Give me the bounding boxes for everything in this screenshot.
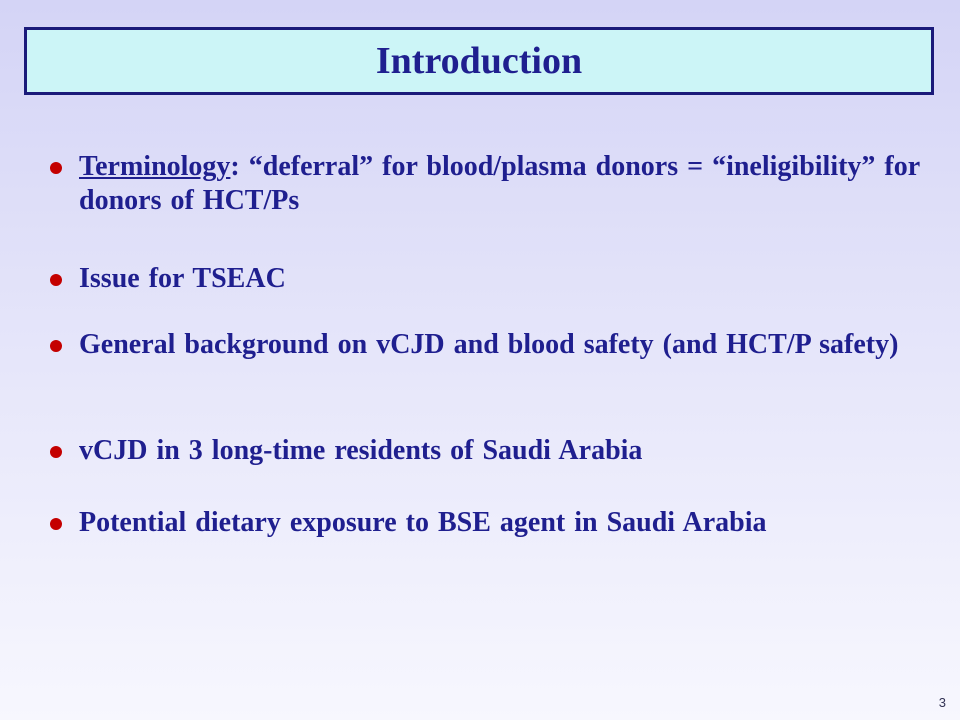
- bullet-text: vCJD in 3 long-time residents of Saudi Arabia: [79, 435, 643, 466]
- bullet-dot-icon: [50, 340, 62, 352]
- bullet-text: General background on vCJD and blood safety (and HCT/P safety): [79, 329, 899, 360]
- bullet-text: [79, 150, 930, 218]
- bullet-dot-icon: [50, 274, 62, 286]
- slide-title: Introduction: [375, 40, 583, 82]
- page-number: 3: [938, 695, 946, 710]
- bullet-dot-icon: [50, 446, 62, 458]
- bullet-dietary-exposure: [50, 506, 930, 540]
- bullet-terminology: [50, 150, 930, 218]
- bullet-background: [50, 328, 930, 362]
- title-box: [24, 27, 934, 95]
- term-definition: : “deferral” for blood/plasma donors = “ineligibility” for donors of HCT/Ps: [79, 151, 920, 216]
- bullet-issue: [50, 262, 930, 296]
- bullet-dot-icon: [50, 162, 62, 174]
- bullet-text: Potential dietary exposure to BSE agent in Saudi Arabia: [79, 507, 767, 538]
- bullet-vcjd-saudi: [50, 434, 930, 468]
- term-underlined: Terminology: [79, 151, 231, 182]
- bullet-dot-icon: [50, 518, 62, 530]
- bullet-text: Issue for TSEAC: [79, 263, 286, 294]
